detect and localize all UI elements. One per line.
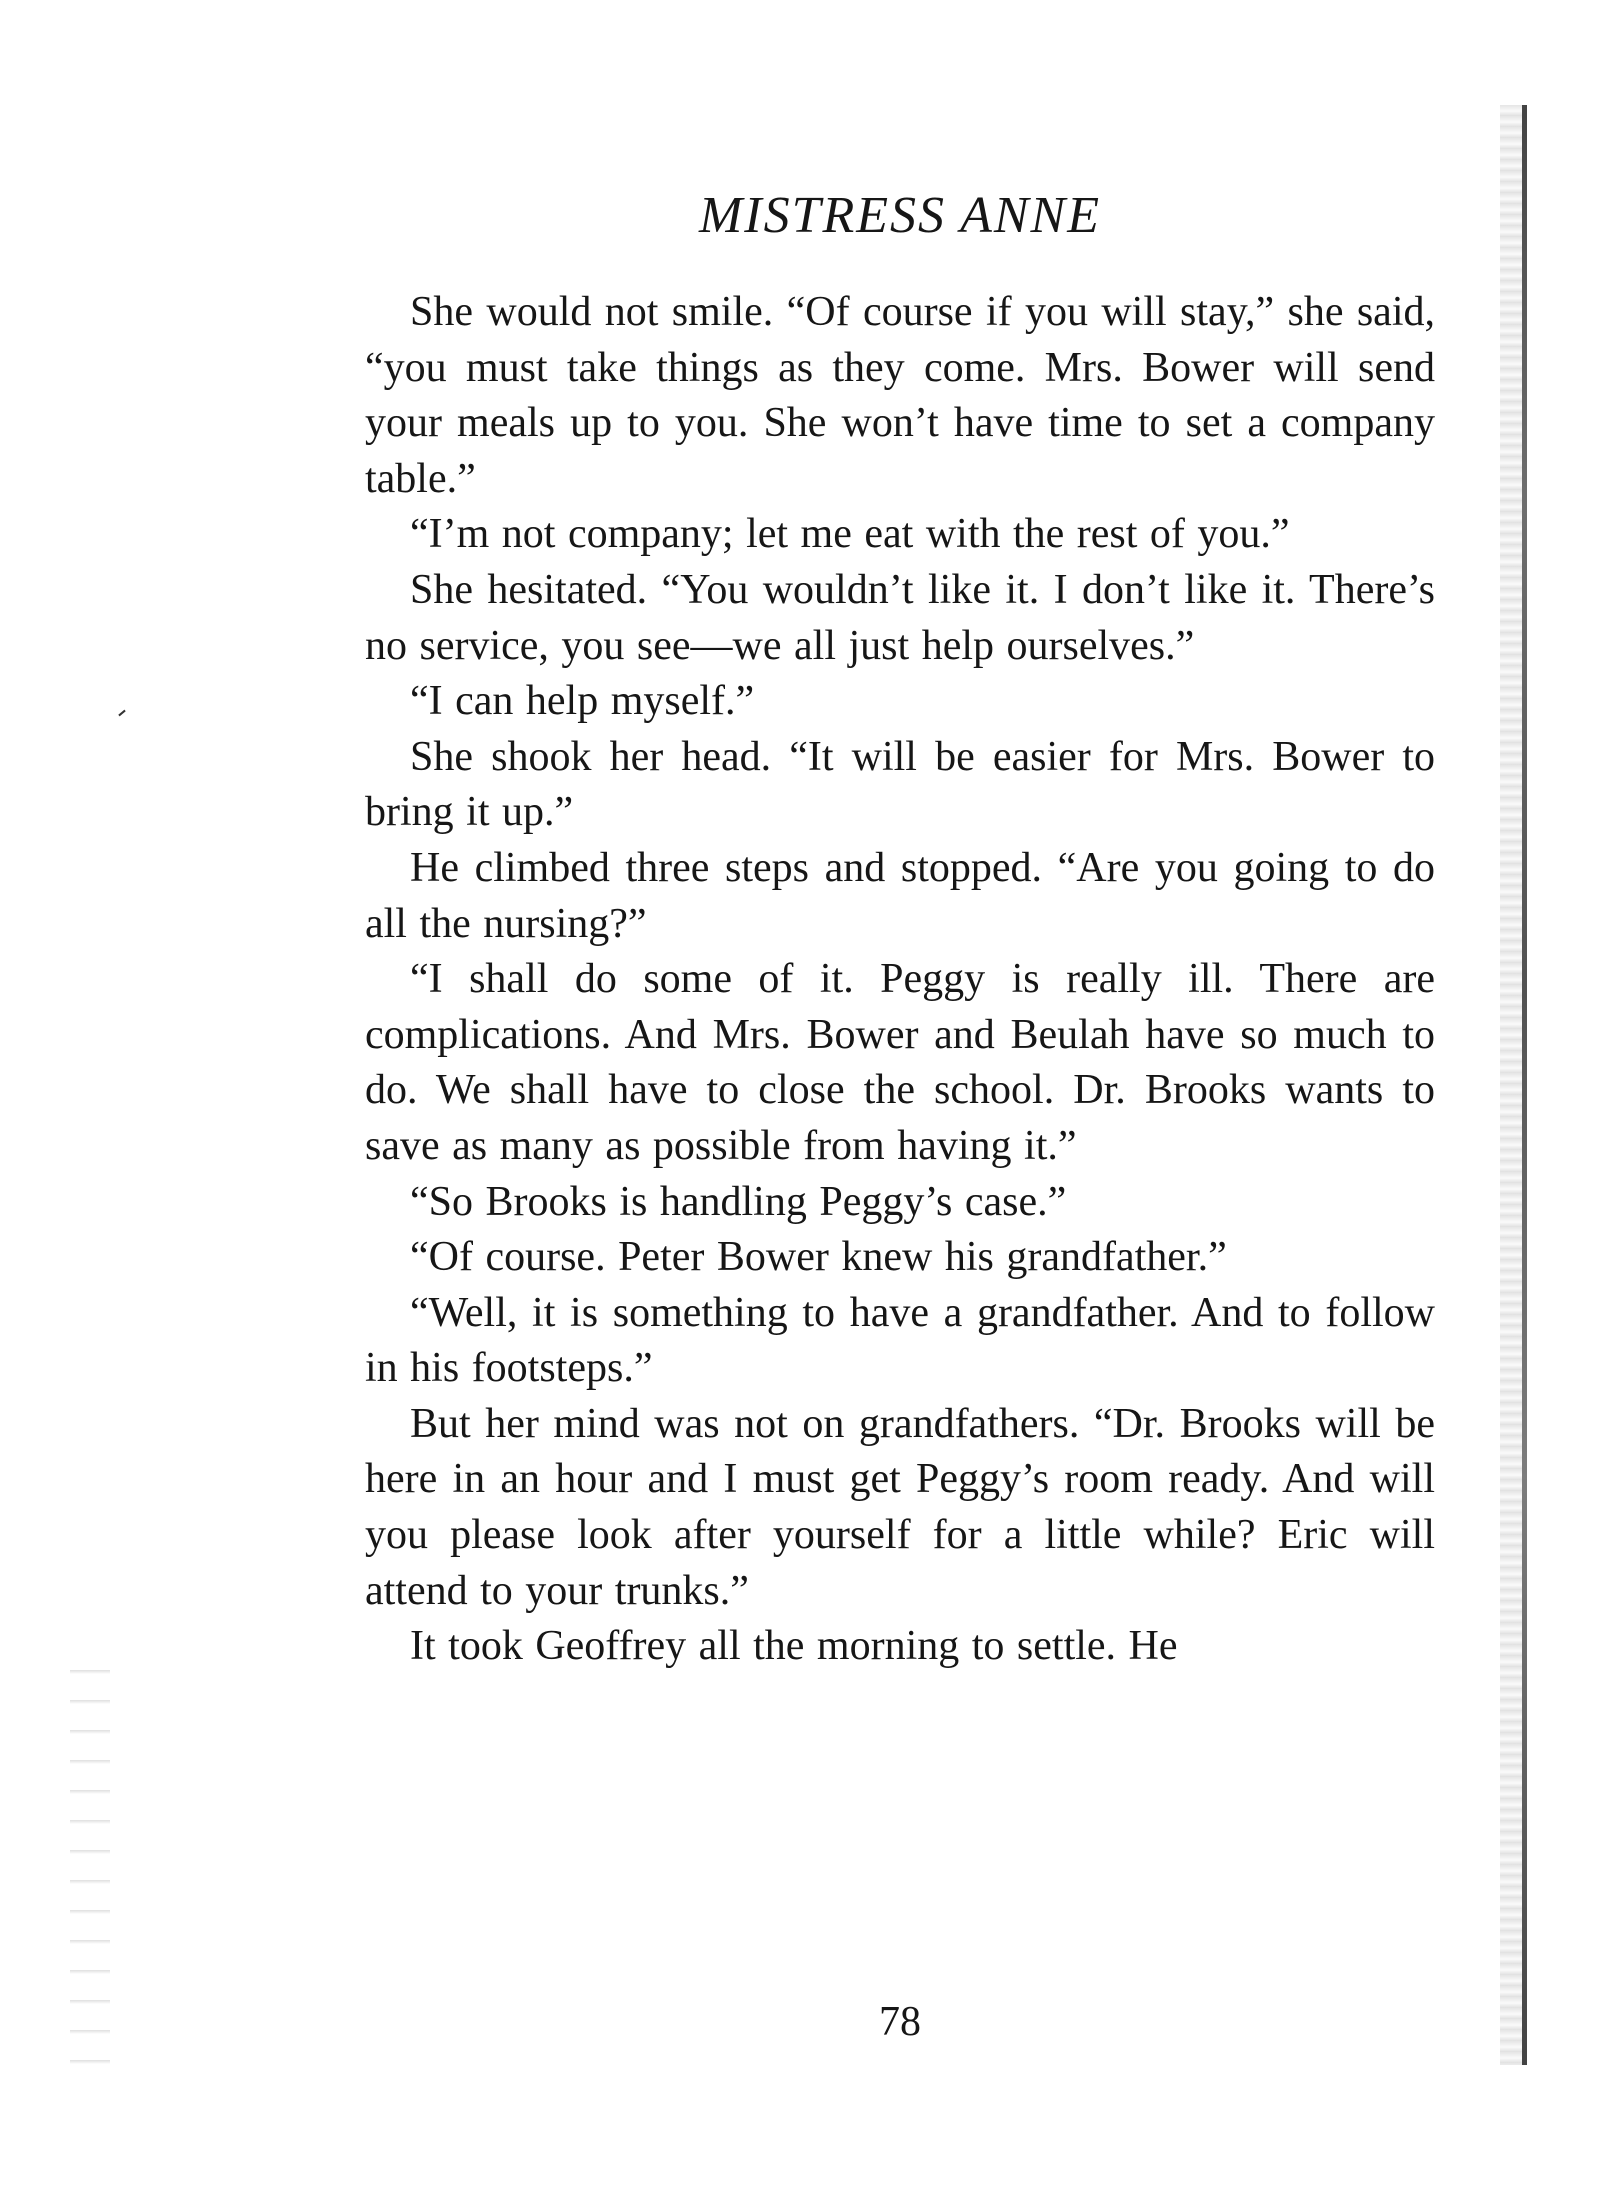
paragraph: “So Brooks is handling Peggy’s case.” <box>410 1178 1067 1225</box>
paragraph: “I shall do some of it. Peggy is really ill. There are complications. And Mrs. Bower and Beulah have so much to do. We shall have to close the school. Dr. Brooks wants to save as many as possible from having it.” <box>365 956 1435 1169</box>
paragraph: He climbed three steps and stopped. “Are you going to do all the nursing?” <box>365 844 1435 947</box>
running-title: MISTRESS ANNE <box>698 187 1102 244</box>
page-number: 78 <box>879 1999 921 2045</box>
paragraph: “Of course. Peter Bower knew his grandfather.” <box>410 1234 1227 1281</box>
paragraph: She shook her head. “It will be easier for Mrs. Bower to bring it up.” <box>365 733 1435 836</box>
paragraph: It took Geoffrey all the morning to settle. He <box>410 1623 1178 1670</box>
paragraph: “I can help myself.” <box>410 678 755 725</box>
page-body <box>365 285 1435 1675</box>
paragraph: But her mind was not on grandfathers. “Dr. Brooks will be here in an hour and I must get Peggy’s room ready. And will you please look after yourself for a little while? Eric will attend to your trunks.” <box>365 1400 1435 1614</box>
paragraph: “I’m not company; let me eat with the rest of you.” <box>410 511 1290 558</box>
paragraph: She hesitated. “You wouldn’t like it. I don’t like it. There’s no service, you see—we all just help ourselves.” <box>365 566 1435 669</box>
scan-speckle <box>70 1670 110 2070</box>
binding-edge <box>1522 105 1527 2065</box>
scan-mark <box>118 710 125 717</box>
paragraph: She would not smile. “Of course if you will stay,” she said, “you must take things as they come. Mrs. Bower will send your meals up to you. She won’t have time to set a company table.” <box>365 289 1435 502</box>
binding-shadow <box>1500 105 1522 2065</box>
paragraph: “Well, it is something to have a grandfather. And to follow in his footsteps.” <box>365 1289 1435 1392</box>
